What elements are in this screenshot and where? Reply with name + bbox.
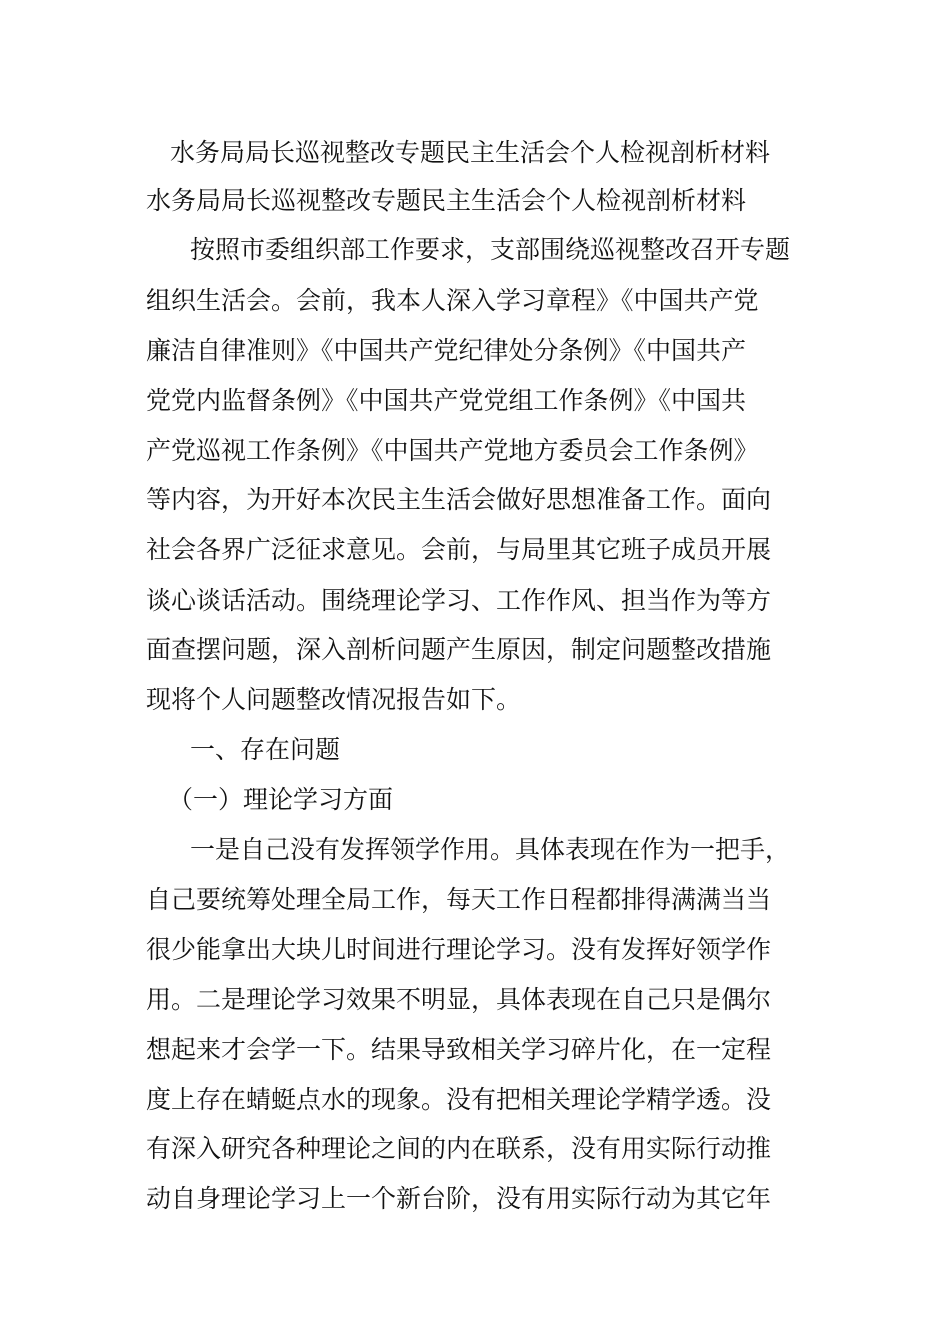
intro-line: 廉洁自律准则》《中国共产党纪律处分条例》《中国共产 [146,336,747,365]
body-line: 想起来才会学一下。结果导致相关学习碎片化，在一定程 [146,1035,772,1064]
intro-line: 谈心谈话活动。围绕理论学习、工作作风、担当作为等方 [146,586,772,615]
body-line: 自己要统筹处理全局工作，每天工作日程都排得满满当当 [146,885,772,914]
document-title: 水务局局长巡视整改专题民主生活会个人检视剖析材料 [170,138,771,167]
intro-line: 按照市委组织部工作要求，支部围绕巡视整改召开专题 [190,235,791,264]
body-line: 用。二是理论学习效果不明显，具体表现在自己只是偶尔 [146,985,772,1014]
section-heading: 一、存在问题 [190,735,341,764]
intro-line: 党党内监督条例》《中国共产党党组工作条例》《中国共 [146,386,747,415]
body-line: 很少能拿出大块儿时间进行理论学习。没有发挥好领学作 [146,935,772,964]
intro-line: 产党巡视工作条例》《中国共产党地方委员会工作条例》 [146,436,759,465]
intro-line: 社会各界广泛征求意见。会前，与局里其它班子成员开展 [146,535,772,564]
body-line: 一是自己没有发挥领学作用。具体表现在作为一把手， [190,835,791,864]
intro-line: 等内容，为开好本次民主生活会做好思想准备工作。面向 [146,485,772,514]
intro-line: 现将个人问题整改情况报告如下。 [146,685,522,714]
document-title-repeat: 水务局局长巡视整改专题民主生活会个人检视剖析材料 [146,186,747,215]
intro-line: 组织生活会。会前，我本人深入学习章程》《中国共产党 [146,286,759,315]
intro-line: 面查摆问题，深入剖析问题产生原因，制定问题整改措施 [146,635,772,664]
body-line: 动自身理论学习上一个新台阶，没有用实际行动为其它年 [146,1184,772,1213]
body-line: 度上存在蜻蜓点水的现象。没有把相关理论学精学透。没 [146,1085,772,1114]
subsection-heading: （一）理论学习方面 [168,785,394,814]
body-line: 有深入研究各种理论之间的内在联系，没有用实际行动推 [146,1134,772,1163]
